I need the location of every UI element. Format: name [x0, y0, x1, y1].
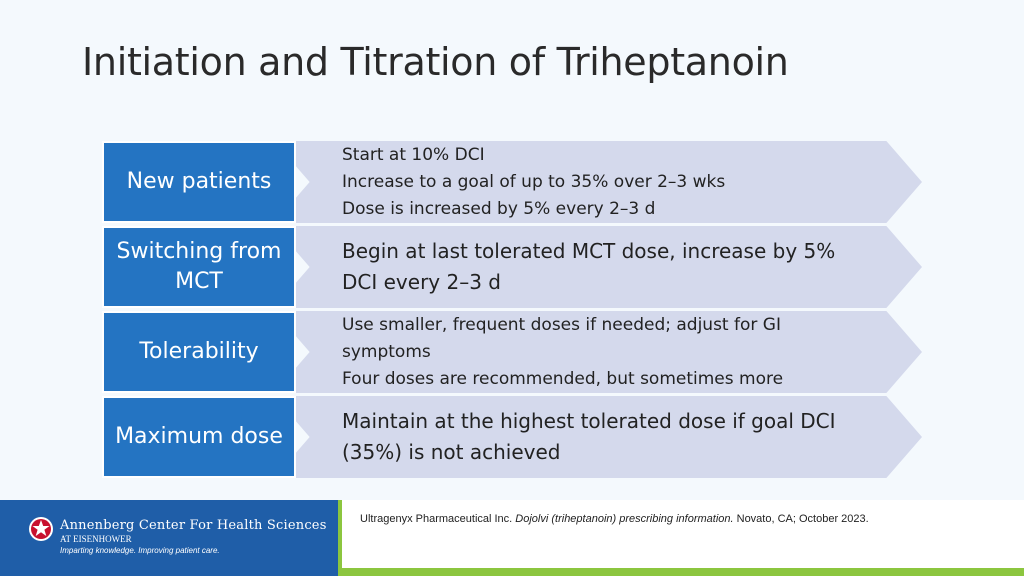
reference-title: Dojolvi (triheptanoin) prescribing information.	[515, 513, 734, 525]
row-switching-from-mct	[102, 226, 922, 308]
desc-line: Maintain at the highest tolerated dose if goal DCI	[342, 409, 836, 433]
footer-logo-panel	[0, 500, 338, 576]
desc-line: Use smaller, frequent doses if needed; adjust for GI	[342, 314, 781, 335]
desc-line: Start at 10% DCI	[342, 144, 485, 165]
star-emblem-icon	[28, 516, 54, 542]
row-tolerability	[102, 311, 922, 393]
desc-line: symptoms	[342, 341, 431, 362]
page-title: Initiation and Titration of Triheptanoin	[82, 40, 789, 84]
reference-citation	[360, 513, 869, 525]
logo-tagline: Imparting knowledge. Improving patient care.	[60, 546, 220, 555]
row-label	[102, 396, 296, 478]
row-label	[102, 311, 296, 393]
row-description	[342, 141, 882, 223]
desc-line: Begin at last tolerated MCT dose, increase by 5%	[342, 239, 836, 263]
label-line: Switching from	[116, 239, 282, 264]
label-line: Tolerability	[139, 339, 259, 364]
logo-name: Annenberg Center For Health Sciences	[60, 518, 327, 533]
label-line: Maximum dose	[115, 424, 283, 449]
row-label	[102, 226, 296, 308]
desc-line: Four doses are recommended, but sometimes more	[342, 368, 784, 389]
footer	[0, 500, 1024, 576]
reference-suffix: Novato, CA; October 2023.	[733, 513, 869, 525]
desc-line: (35%) is not achieved	[342, 440, 561, 464]
row-description	[342, 226, 882, 308]
reference-prefix: Ultragenyx Pharmaceutical Inc.	[360, 513, 516, 525]
reference-panel	[342, 500, 1024, 568]
row-new-patients	[102, 141, 922, 223]
logo-subtitle: AT EISENHOWER	[60, 534, 132, 544]
row-description	[342, 311, 882, 393]
row-label	[102, 141, 296, 223]
desc-line: DCI every 2–3 d	[342, 270, 501, 294]
row-description	[342, 396, 882, 478]
row-maximum-dose	[102, 396, 922, 478]
label-line: MCT	[175, 269, 223, 294]
desc-line: Increase to a goal of up to 35% over 2–3 wks	[342, 171, 726, 192]
label-line: New patients	[126, 169, 272, 194]
desc-line: Dose is increased by 5% every 2–3 d	[342, 198, 656, 219]
